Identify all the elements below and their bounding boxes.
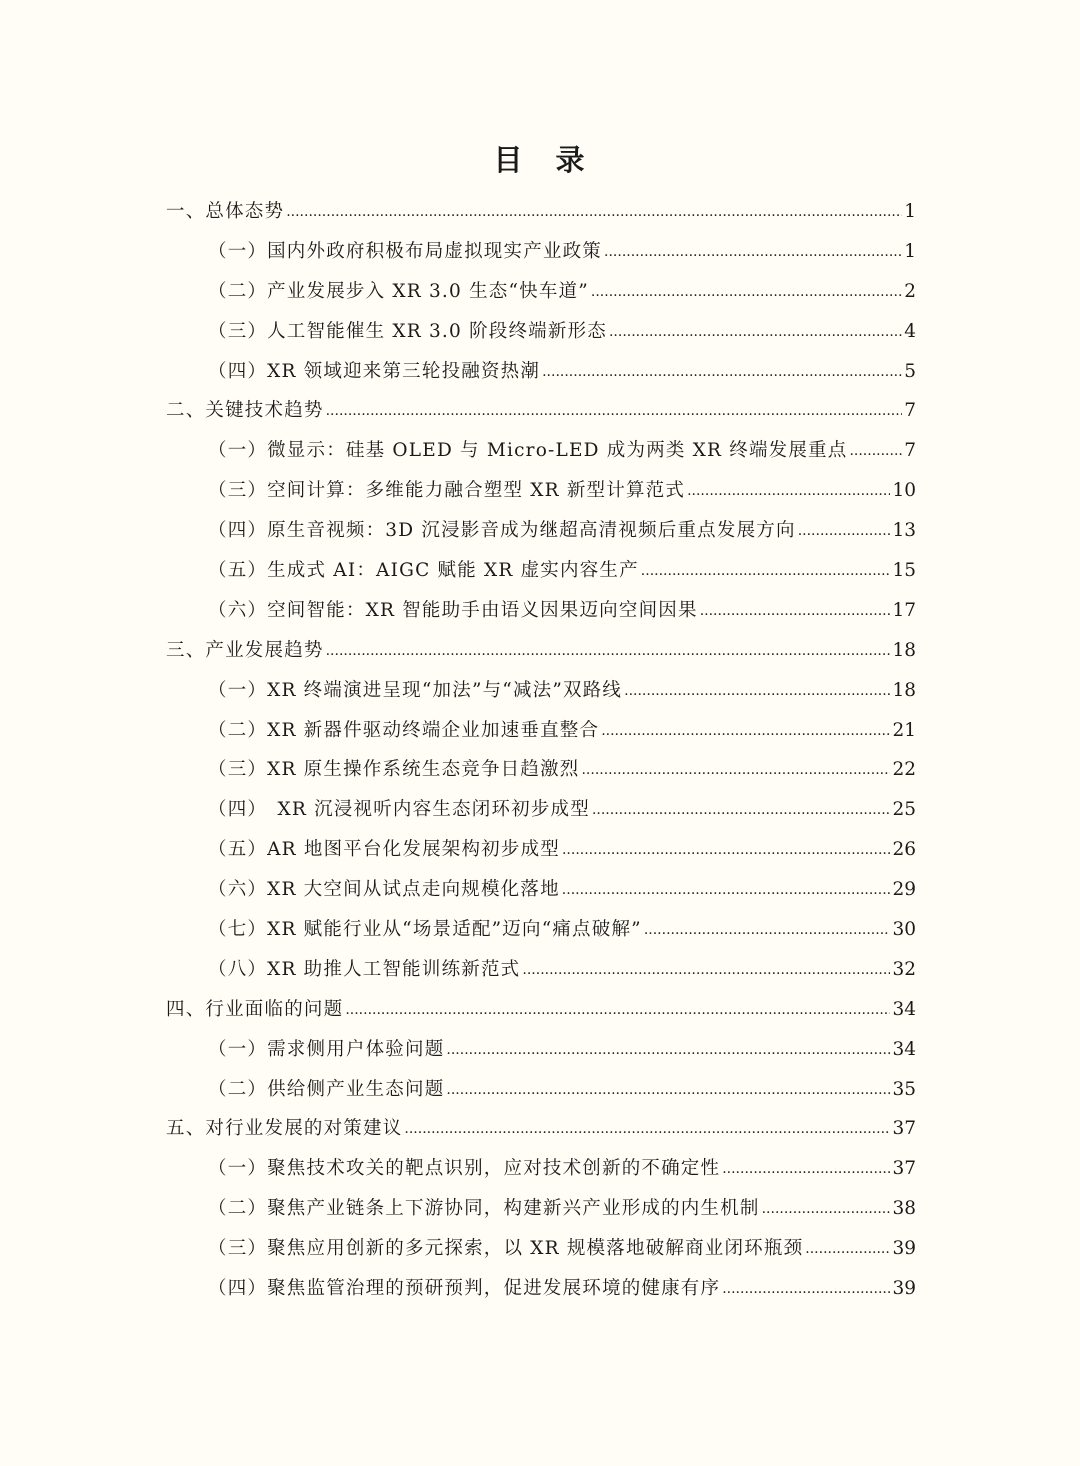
- dot-leader: [849, 431, 902, 471]
- toc-entry-page-number: 4: [904, 320, 916, 342]
- toc-entry-label: 四、行业面临的问题: [166, 998, 344, 1020]
- toc-entry-label: （二）XR 新器件驱动终端企业加速垂直整合: [208, 719, 600, 741]
- toc-entry-label: （二）供给侧产业生态问题: [208, 1078, 445, 1100]
- toc-entry-label: （一）需求侧用户体验问题: [208, 1038, 445, 1060]
- toc-entry-page-number: 32: [892, 958, 916, 980]
- dot-leader: [644, 910, 891, 950]
- toc-entry-label: （七）XR 赋能行业从“场景适配”迈向“痛点破解”: [208, 918, 642, 940]
- toc-subsection-entry[interactable]: [0, 232, 1080, 272]
- toc-subsection-entry[interactable]: [0, 910, 1080, 950]
- toc-subsection-entry[interactable]: [0, 312, 1080, 352]
- dot-leader: [286, 192, 902, 232]
- toc-section-entry[interactable]: [0, 391, 1080, 431]
- toc-subsection-entry[interactable]: [0, 750, 1080, 790]
- dot-leader: [722, 1149, 890, 1189]
- dot-leader: [326, 391, 903, 431]
- dot-leader: [581, 750, 890, 790]
- toc-entry-label: （三）人工智能催生 XR 3.0 阶段终端新形态: [208, 320, 607, 342]
- toc-subsection-entry[interactable]: [0, 870, 1080, 910]
- toc-entry-page-number: 18: [892, 639, 916, 661]
- dot-leader: [446, 1070, 890, 1110]
- toc-entry-label: 一、总体态势: [166, 200, 285, 222]
- dot-leader: [722, 1269, 890, 1309]
- dot-leader: [562, 830, 890, 870]
- toc-entry-page-number: 7: [904, 440, 916, 462]
- toc-entry-label: （三）空间计算：多维能力融合塑型 XR 新型计算范式: [208, 480, 686, 502]
- toc-subsection-entry[interactable]: [0, 1269, 1080, 1309]
- dot-leader: [404, 1109, 890, 1149]
- toc-entry-page-number: 17: [892, 599, 916, 621]
- toc-subsection-entry[interactable]: [0, 830, 1080, 870]
- toc-entry-label: （六）空间智能：XR 智能助手由语义因果迈向空间因果: [208, 599, 698, 621]
- toc-entry-page-number: 25: [892, 799, 916, 821]
- toc-entry-page-number: 18: [892, 679, 916, 701]
- toc-entry-page-number: 35: [892, 1078, 916, 1100]
- toc-entry-label: （五）AR 地图平台化发展架构初步成型: [208, 839, 560, 861]
- toc-entry-page-number: 21: [892, 719, 916, 741]
- toc-subsection-entry[interactable]: [0, 1229, 1080, 1269]
- toc-subsection-entry[interactable]: [0, 352, 1080, 392]
- toc-title: 目 录: [493, 143, 587, 177]
- dot-leader: [345, 990, 890, 1030]
- toc-entry-page-number: 1: [904, 240, 916, 262]
- toc-entry-label: （一）XR 终端演进呈现“加法”与“减法”双路线: [208, 679, 623, 701]
- dot-leader: [592, 790, 891, 830]
- dot-leader: [604, 232, 902, 272]
- dot-leader: [762, 1189, 891, 1229]
- toc-entry-page-number: 37: [892, 1158, 916, 1180]
- toc-entry-label: （五）生成式 AI：AIGC 赋能 XR 虚实内容生产: [208, 559, 639, 581]
- toc-entry-page-number: 22: [892, 759, 916, 781]
- toc-subsection-entry[interactable]: [0, 790, 1080, 830]
- toc-entry-label: （一）国内外政府积极布局虚拟现实产业政策: [208, 240, 603, 262]
- toc-entry-page-number: 39: [892, 1238, 916, 1260]
- dot-leader: [562, 870, 891, 910]
- toc-entry-page-number: 2: [904, 280, 916, 302]
- toc-entry-page-number: 39: [892, 1278, 916, 1299]
- toc-entry-page-number: 1: [904, 200, 916, 222]
- dot-leader: [798, 511, 891, 551]
- toc-entry-page-number: 13: [892, 520, 916, 542]
- toc-subsection-entry[interactable]: [0, 272, 1080, 312]
- toc-subsection-entry[interactable]: [0, 1030, 1080, 1070]
- toc-entry-label: （二）聚焦产业链条上下游协同，构建新兴产业形成的内生机制: [208, 1198, 760, 1220]
- toc-entry-page-number: 5: [904, 360, 916, 382]
- toc-entry-page-number: 29: [892, 879, 916, 901]
- toc-section-entry[interactable]: [0, 990, 1080, 1030]
- toc-entry-label: （三）聚焦应用创新的多元探索，以 XR 规模落地破解商业闭环瓶颈: [208, 1238, 804, 1260]
- toc-entry-label: （六）XR 大空间从试点走向规模化落地: [208, 879, 560, 901]
- toc-entry-label: （一）微显示：硅基 OLED 与 Micro-LED 成为两类 XR 终端发展重点: [208, 440, 848, 462]
- toc-section-entry[interactable]: [0, 192, 1080, 232]
- toc-entry-label: （八）XR 助推人工智能训练新范式: [208, 958, 521, 980]
- dot-leader: [687, 471, 890, 511]
- toc-section-entry[interactable]: [0, 631, 1080, 671]
- toc-entry-page-number: 34: [892, 1038, 916, 1060]
- toc-entry-label: （二）产业发展步入 XR 3.0 生态“快车道”: [208, 280, 589, 302]
- toc-subsection-entry[interactable]: [0, 591, 1080, 631]
- toc-entry-page-number: 26: [892, 839, 916, 861]
- toc-entry-label: 三、产业发展趋势: [166, 639, 324, 661]
- toc-entry-label: 五、对行业发展的对策建议: [166, 1118, 403, 1140]
- toc-subsection-entry[interactable]: [0, 1149, 1080, 1189]
- dot-leader: [601, 711, 890, 751]
- dot-leader: [609, 312, 902, 352]
- toc-entry-label: 二、关键技术趋势: [166, 400, 324, 422]
- toc-subsection-entry[interactable]: [0, 1189, 1080, 1229]
- toc-subsection-entry[interactable]: [0, 551, 1080, 591]
- toc-entry-label: （三）XR 原生操作系统生态竞争日趋激烈: [208, 759, 580, 781]
- dot-leader: [641, 551, 891, 591]
- toc-subsection-entry[interactable]: [0, 431, 1080, 471]
- toc-list: [0, 192, 1080, 1309]
- dot-leader: [805, 1229, 890, 1269]
- toc-entry-page-number: 37: [892, 1118, 916, 1140]
- toc-subsection-entry[interactable]: [0, 511, 1080, 551]
- toc-subsection-entry[interactable]: [0, 471, 1080, 511]
- dot-leader: [446, 1030, 890, 1070]
- toc-subsection-entry[interactable]: [0, 711, 1080, 751]
- dot-leader: [700, 591, 891, 631]
- toc-section-entry[interactable]: [0, 1109, 1080, 1149]
- toc-entry-label: （四） XR 沉浸视听内容生态闭环初步成型: [208, 799, 590, 821]
- dot-leader: [624, 671, 890, 711]
- dot-leader: [542, 352, 902, 392]
- toc-entry-page-number: 10: [892, 480, 916, 502]
- toc-subsection-entry[interactable]: [0, 1070, 1080, 1110]
- toc-subsection-entry[interactable]: [0, 950, 1080, 990]
- dot-leader: [326, 631, 891, 671]
- toc-entry-label: （一）聚焦技术攻关的靶点识别，应对技术创新的不确定性: [208, 1158, 721, 1180]
- dot-leader: [591, 272, 902, 312]
- dot-leader: [522, 950, 890, 990]
- toc-entry-page-number: 7: [904, 400, 916, 422]
- toc-entry-page-number: 15: [892, 559, 916, 581]
- toc-entry-page-number: 38: [892, 1198, 916, 1220]
- toc-entry-label: （四）XR 领域迎来第三轮投融资热潮: [208, 360, 541, 382]
- toc-entry-page-number: 34: [892, 998, 916, 1020]
- toc-entry-label: （四）聚焦监管治理的预研预判，促进发展环境的健康有序: [208, 1278, 721, 1299]
- toc-entry-label: （四）原生音视频：3D 沉浸影音成为继超高清视频后重点发展方向: [208, 520, 796, 542]
- toc-subsection-entry[interactable]: [0, 671, 1080, 711]
- toc-entry-page-number: 30: [892, 918, 916, 940]
